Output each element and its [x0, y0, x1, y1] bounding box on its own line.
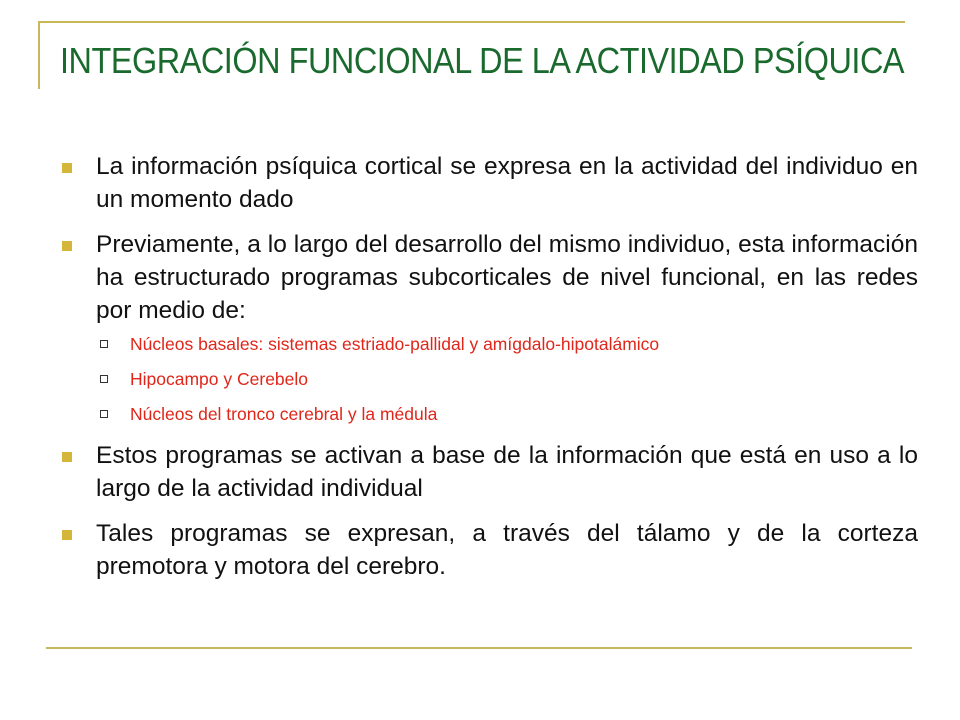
hollow-square-bullet-icon	[100, 375, 108, 383]
slide-title: INTEGRACIÓN FUNCIONAL DE LA ACTIVIDAD PSÍQUICA	[60, 40, 905, 81]
hollow-square-bullet-icon	[100, 340, 108, 348]
subbullet-item	[58, 403, 918, 425]
bullet-text: Previamente, a lo largo del desarrollo del mismo individuo, esta información ha estructurado programas subcorticales de nivel funcional, en las redes por medio de:	[96, 231, 918, 324]
bullet-text: La información psíquica cortical se expresa en la actividad del individuo en un momento dado	[96, 153, 918, 213]
subbullet-item	[58, 333, 918, 355]
bullet-item	[58, 150, 918, 216]
subbullet-text: Núcleos basales: sistemas estriado-pallidal y amígdalo-hipotalámico	[130, 334, 660, 354]
subbullet-text: Núcleos del tronco cerebral y la médula	[130, 404, 438, 424]
hollow-square-bullet-icon	[100, 410, 108, 418]
square-bullet-icon	[62, 163, 72, 173]
subbullet-item	[58, 368, 918, 390]
subbullet-text: Hipocampo y Cerebelo	[130, 369, 309, 389]
bottom-divider	[46, 647, 912, 649]
bullet-item	[58, 439, 918, 505]
square-bullet-icon	[62, 241, 72, 251]
square-bullet-icon	[62, 452, 72, 462]
bullet-text: Estos programas se activan a base de la información que está en uso a lo largo de la actividad individual	[96, 442, 918, 502]
square-bullet-icon	[62, 530, 72, 540]
bullet-text: Tales programas se expresan, a través del tálamo y de la corteza premotora y motora del cerebro.	[96, 520, 918, 580]
slide-body	[58, 150, 918, 595]
bullet-item	[58, 228, 918, 327]
left-divider	[38, 21, 40, 89]
bullet-item	[58, 517, 918, 583]
top-divider	[38, 21, 905, 23]
subbullet-list	[58, 333, 918, 425]
